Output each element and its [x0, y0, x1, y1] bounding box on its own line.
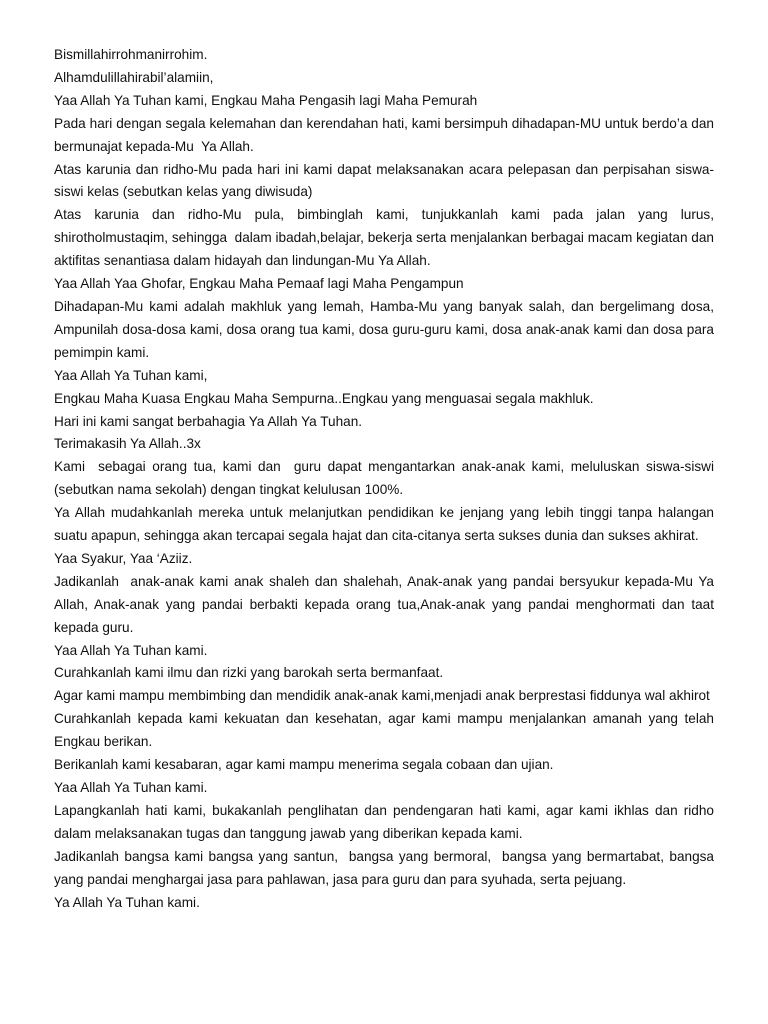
paragraph: Yaa Syakur, Yaa ‘Aziiz.: [54, 550, 193, 566]
paragraph: Ya Allah mudahkanlah mereka untuk melanjutkan pendidikan ke jenjang yang lebih tinggi tanpa halangan suatu apapun, sehingga akan tercapai segala hajat dan cita-citanya serta sukses dunia dan sukses akhirat.: [54, 505, 718, 544]
paragraph: Yaa Allah Ya Tuhan kami, Engkau Maha Pengasih lagi Maha Pemurah: [54, 92, 478, 108]
paragraph: Engkau Maha Kuasa Engkau Maha Sempurna..Engkau yang menguasai segala makhluk.: [54, 390, 594, 406]
paragraph: Ya Allah Ya Tuhan kami.: [54, 894, 200, 910]
paragraph: Berikanlah kami kesabaran, agar kami mampu menerima segala cobaan dan ujian.: [54, 757, 554, 773]
paragraph: Lapangkanlah hati kami, bukakanlah penglihatan dan pendengaran hati kami, agar kami ikhlas dan ridho dalam melaksanakan tugas dan tanggung jawab yang diberikan kepada kami.: [54, 802, 718, 841]
paragraph: Atas karunia dan ridho-Mu pada hari ini kami dapat melaksanakan acara pelepasan dan perpisahan siswa-siswi kelas (sebutkan kelas yang diwisuda): [54, 161, 714, 200]
document-page: [54, 44, 718, 914]
paragraph: Kami sebagai orang tua, kami dan guru dapat mengantarkan anak-anak kami, meluluskan siswa-siswi (sebutkan nama sekolah) dengan tingkat kelulusan 100%.: [54, 459, 718, 498]
paragraph: Yaa Allah Yaa Ghofar, Engkau Maha Pemaaf lagi Maha Pengampun: [54, 276, 464, 292]
paragraph: Terimakasih Ya Allah..3x: [54, 436, 201, 452]
paragraph: Dihadapan-Mu kami adalah makhluk yang lemah, Hamba-Mu yang banyak salah, dan bergelimang dosa, Ampunilah dosa-dosa kami, dosa orang tua kami, dosa guru-guru kami, dosa anak-anak kami dan dosa para pemimpin kami.: [54, 298, 718, 360]
paragraph: Agar kami mampu membimbing dan mendidik anak-anak kami,menjadi anak berprestasi fiddunya wal akhirot: [54, 688, 710, 704]
paragraph: Pada hari dengan segala kelemahan dan kerendahan hati, kami bersimpuh dihadapan-MU untuk berdo’a dan bermunajat kepada-Mu Ya Allah.: [54, 115, 718, 154]
paragraph-basmalah: Bismillahirrohmanirrohim.: [54, 47, 208, 62]
paragraph: Jadikanlah bangsa kami bangsa yang santun, bangsa yang bermoral, bangsa yang bermartabat, bangsa yang pandai menghargai jasa para pahlawan, jasa para guru dan para syuhada, serta pejuang.: [54, 848, 718, 887]
paragraph: Curahkanlah kepada kami kekuatan dan kesehatan, agar kami mampu menjalankan amanah yang telah Engkau berikan.: [54, 711, 718, 750]
paragraph-hamdalah: Alhamdulillahirabil’alamiin,: [54, 69, 214, 85]
paragraph: Yaa Allah Ya Tuhan kami.: [54, 642, 208, 658]
paragraph: Curahkanlah kami ilmu dan rizki yang barokah serta bermanfaat.: [54, 665, 444, 681]
paragraph: Yaa Allah Ya Tuhan kami,: [54, 367, 208, 383]
paragraph: Jadikanlah anak-anak kami anak shaleh dan shalehah, Anak-anak yang pandai bersyukur kepada-Mu Ya Allah, Anak-anak yang pandai berbakti kepada orang tua,Anak-anak yang pandai menghormati dan taat kepada guru.: [54, 573, 718, 635]
paragraph: Yaa Allah Ya Tuhan kami.: [54, 780, 208, 795]
paragraph: Hari ini kami sangat berbahagia Ya Allah Ya Tuhan.: [54, 413, 363, 429]
paragraph: Atas karunia dan ridho-Mu pula, bimbinglah kami, tunjukkanlah kami pada jalan yang lurus, shirotholmustaqim, sehingga dalam ibadah,belajar, bekerja serta menjalankan berbagai macam kegiatan dan aktifitas senantiasa dalam hidayah dan lindungan-Mu Ya Allah.: [54, 207, 718, 269]
